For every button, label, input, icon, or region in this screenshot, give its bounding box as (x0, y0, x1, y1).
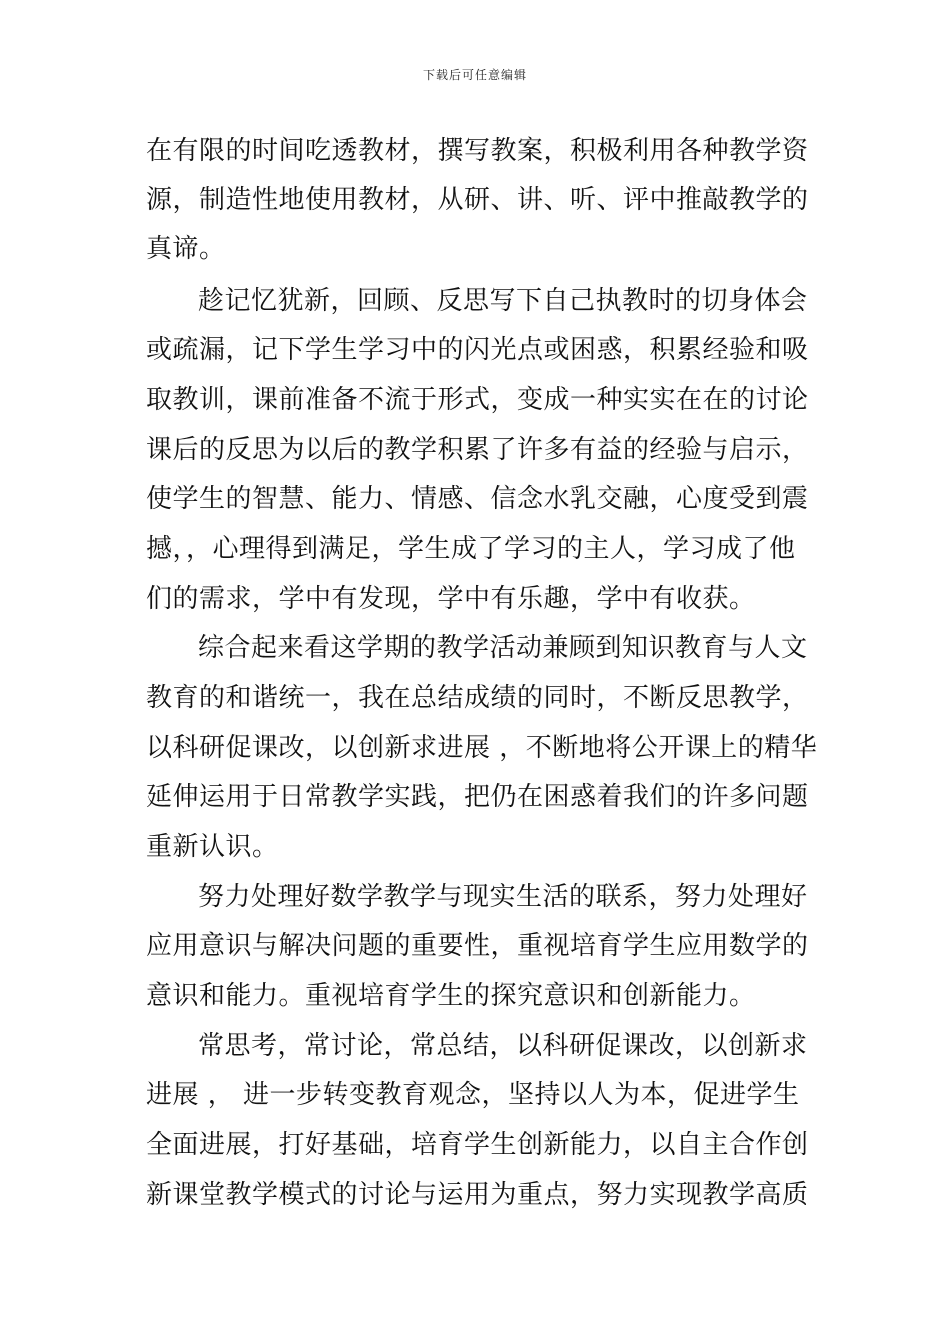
text-line: 使学生的智慧、能力、情感、信念水乳交融，心度受到震 (146, 484, 809, 514)
text-line: 全面进展，打好基础，培育学生创新能力，以自主合作创 (146, 1130, 809, 1160)
text-line: 们的需求，学中有发现，学中有乐趣，学中有收获。 (146, 584, 756, 614)
text-line: 意识和能力。重视培育学生的探究意识和创新能力。 (146, 981, 756, 1011)
text-line: 在有限的时间吃透教材，撰写教案，积极利用各种教学资 (146, 136, 809, 166)
text-line: 以科研促课改，以创新求进展 ，不断地将公开课上的精华 (146, 733, 818, 763)
text-line: 或疏漏，记下学生学习中的闪光点或困惑，积累经验和吸 (146, 335, 809, 365)
text-line: 教育的和谐统一，我在总结成绩的同时，不断反思教学， (146, 683, 809, 713)
text-line: 课后的反思为以后的教学积累了许多有益的经验与启示， (146, 435, 809, 465)
text-line: 取教训，课前准备不流于形式，变成一种实实在在的讨论 (146, 385, 809, 415)
text-line: 新课堂教学模式的讨论与运用为重点，努力实现教学高质 (146, 1180, 809, 1210)
paragraph-first-line: 常思考，常讨论，常总结，以科研促课改，以创新求 (198, 1031, 808, 1061)
text-line: 延伸运用于日常教学实践，把仍在困惑着我们的许多问题 (146, 782, 809, 812)
text-line: 真谛。 (146, 234, 226, 264)
paragraph-first-line: 努力处理好数学教学与现实生活的联系，努力处理好 (198, 882, 808, 912)
page-header: 下载后可任意编辑 (422, 68, 527, 82)
text-line: 源，制造性地使用教材，从研、讲、听、评中推敲教学的 (146, 185, 809, 215)
paragraph-first-line: 趁记忆犹新，回顾、反思写下自己执教时的切身体会 (198, 286, 808, 316)
text-line: 进展 ， 进一步转变教育观念，坚持以人为本，促进学生 (146, 1080, 800, 1110)
text-line: 撼，，心理得到满足，学生成了学习的主人，学习成了他 (146, 534, 796, 564)
paragraph-first-line: 综合起来看这学期的教学活动兼顾到知识教育与人文 (198, 633, 808, 663)
text-line: 重新认识。 (146, 832, 279, 862)
text-line: 应用意识与解决问题的重要性，重视培育学生应用数学的 (146, 931, 809, 961)
